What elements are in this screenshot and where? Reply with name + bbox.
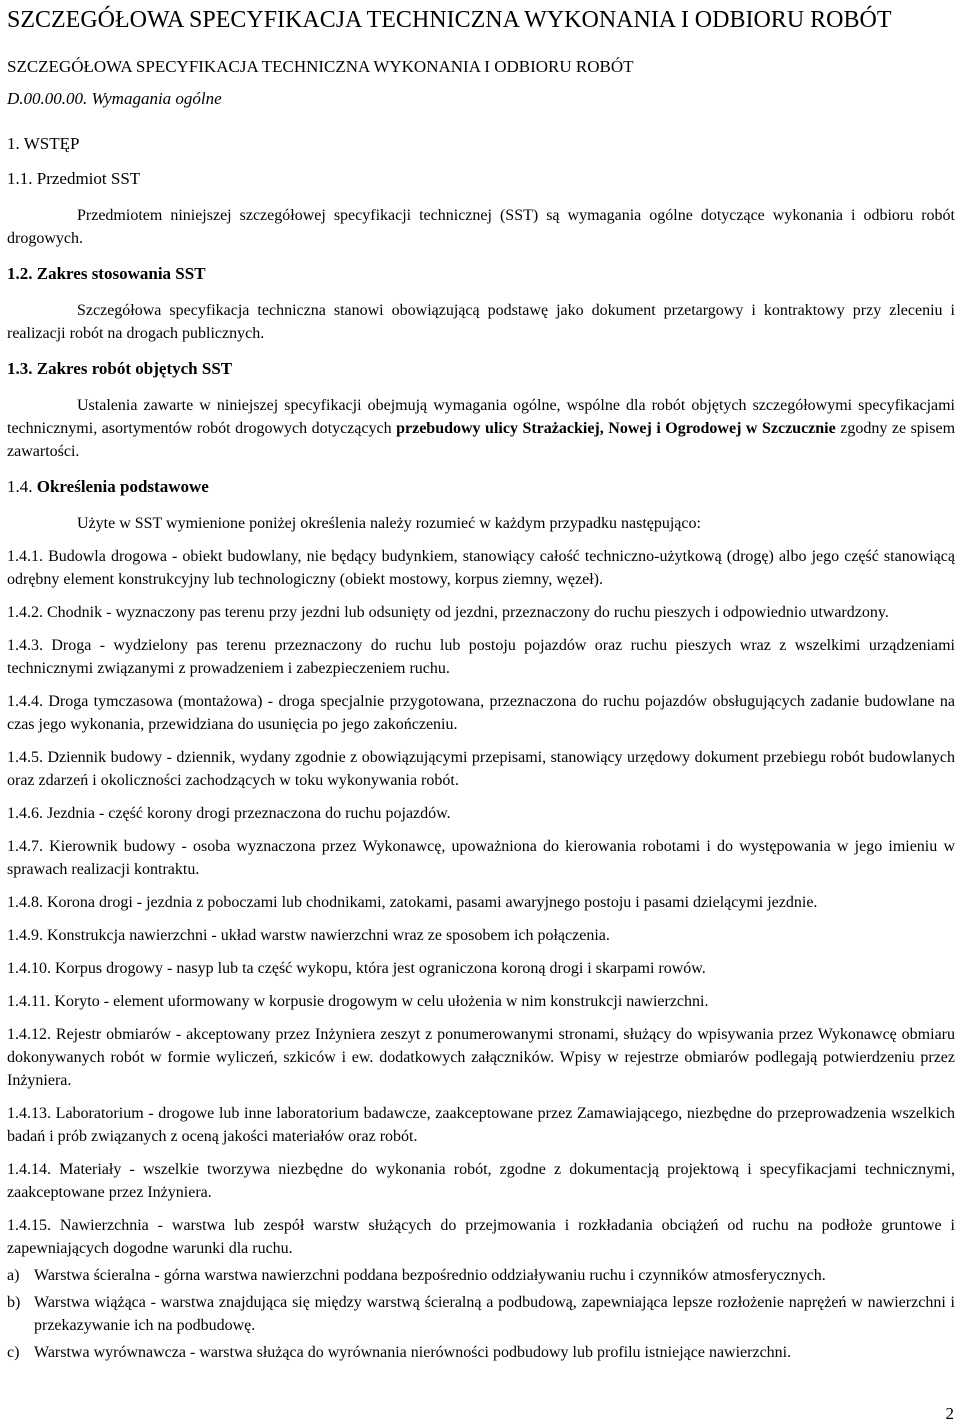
section-1-3-title: Zakres robót objętych SST — [36, 359, 233, 378]
section-1-1-text: Przedmiotem niniejszej szczegółowej specyfikacji technicznej (SST) są wymagania ogólne dotyczące wykonania i odbioru robót drogowych. — [7, 207, 955, 247]
section-1-1-heading: 1.1. Przedmiot SST — [7, 169, 141, 188]
page-number: 2 — [945, 1404, 954, 1423]
definition-1-4-15: 1.4.15. Nawierzchnia - warstwa lub zespół warstw służących do przejmowania i rozkładania obciążeń od ruchu na podłoże gruntowe i zapewniających dogodne warunki dla ruchu. — [7, 1217, 955, 1257]
layer-item-letter: b) — [7, 1294, 21, 1311]
layer-item-b — [7, 1291, 955, 1337]
section-1-4-intro: Użyte w SST wymienione poniżej określenia należy rozumieć w każdym przypadku następująco: — [77, 515, 701, 532]
section-1-4-title: Określenia podstawowe — [36, 477, 209, 496]
definition-1-4-5: 1.4.5. Dziennik budowy - dziennik, wydany zgodnie z obowiązującymi przepisami, stanowiący urzędowy dokument przebiegu robót budowlanych oraz zdarzeń i okoliczności zachodzących w toku wykonywania robót. — [7, 749, 955, 789]
section-1-2-heading: 1.2. Zakres stosowania SST — [7, 264, 206, 283]
definition-1-4-4: 1.4.4. Droga tymczasowa (montażowa) - droga specjalnie przygotowana, przeznaczona do ruchu pojazdów obsługujących zadanie budowlane na czas jego wykonania, przewidziana do usunięcia po jego zakończeniu. — [7, 693, 955, 733]
layer-item-text: Warstwa wiążąca - warstwa znajdująca się między warstwą ścieralną a podbudową, zapewniająca lepsze rozłożenie naprężeń w nawierzchni i przekazywanie ich na podbudowę. — [34, 1294, 955, 1334]
definition-1-4-7: 1.4.7. Kierownik budowy - osoba wyznaczona przez Wykonawcę, upoważniona do kierowania robotami i do występowania w jego imieniu w sprawach realizacji kontraktu. — [7, 838, 955, 878]
definition-1-4-9: 1.4.9. Konstrukcja nawierzchni - układ warstw nawierzchni wraz ze sposobem ich połączenia. — [7, 927, 610, 944]
definition-1-4-14: 1.4.14. Materiały - wszelkie tworzywa niezbędne do wykonania robót, zgodne z dokumentacją projektową i specyfikacjami technicznymi, zaakceptowane przez Inżyniera. — [7, 1161, 955, 1201]
layer-item-letter: c) — [7, 1344, 20, 1361]
layer-item-text: Warstwa wyrównawcza - warstwa służąca do wyrównania nierówności podbudowy lub profilu istniejące nawierzchni. — [34, 1344, 792, 1361]
layer-item-c — [7, 1341, 955, 1364]
definition-1-4-12: 1.4.12. Rejestr obmiarów - akceptowany przez Inżyniera zeszyt z ponumerowanymi stronami, służący do wpisywania przez Wykonawcę obmiaru dokonywanych robót w formie wyliczeń, szkiców i ew. dodatkowych załączników. Wpisy w rejestrze obmiarów podlegają potwierdzeniu przez Inżyniera. — [7, 1026, 955, 1089]
layer-item-letter: a) — [7, 1267, 20, 1284]
definition-1-4-6: 1.4.6. Jezdnia - część korony drogi przeznaczona do ruchu pojazdów. — [7, 805, 451, 822]
document-title: SZCZEGÓŁOWA SPECYFIKACJA TECHNICZNA WYKONANIA I ODBIORU ROBÓT — [7, 7, 892, 33]
section-1-3-text-end: zgodny ze spisem zawartości. — [7, 420, 956, 460]
section-1-3-text — [7, 394, 955, 463]
definition-1-4-3: 1.4.3. Droga - wydzielony pas terenu przeznaczony do ruchu lub postoju pojazdów oraz ruchu pieszych wraz z wszelkimi urządzeniami technicznymi związanymi z prowadzeniem i zabezpieczeniem ruchu. — [7, 637, 955, 677]
section-1-3-text-start: Ustalenia zawarte w niniejszej specyfikacji obejmują wymagania ogólne, wspólne dla robót objętych szczegółowymi specyfikacjami technicznymi, asortymentów robót drogowych dotyczących — [7, 397, 955, 437]
section-1-heading: 1. WSTĘP — [7, 134, 80, 153]
definition-1-4-2: 1.4.2. Chodnik - wyznaczony pas terenu przy jezdni lub odsunięty od jezdni, przeznaczony do ruchu pieszych i odpowiednio utwardzony. — [7, 604, 889, 621]
document-page — [7, 0, 955, 1364]
section-1-3-text-bold: przebudowy ulicy Strażackiej, Nowej i Ogrodowej w Szczucznie — [396, 420, 836, 437]
section-1-2-text: Szczegółowa specyfikacja techniczna stanowi obowiązującą podstawę jako dokument przetargowy i kontraktowy przy zleceniu i realizacji robót na drogach publicznych. — [7, 302, 955, 342]
requirements-title: D.00.00.00. Wymagania ogólne — [7, 89, 222, 108]
layer-item-text: Warstwa ścieralna - górna warstwa nawierzchni poddana bezpośrednio oddziaływaniu ruchu i czynników atmosferycznych. — [34, 1267, 826, 1284]
section-1-3-number: 1.3. — [7, 359, 33, 378]
definition-1-4-1: 1.4.1. Budowla drogowa - obiekt budowlany, nie będący budynkiem, stanowiący całość techniczno-użytkową (drogę) albo jego część stanowiącą odrębny element konstrukcyjny lub technologiczny (obiekt mostowy, korpus ziemny, węzeł). — [7, 548, 955, 588]
section-1-4-heading — [7, 476, 955, 498]
document-subtitle: SZCZEGÓŁOWA SPECYFIKACJA TECHNICZNA WYKONANIA I ODBIORU ROBÓT — [7, 57, 634, 76]
section-1-3-heading — [7, 358, 955, 380]
definition-1-4-13: 1.4.13. Laboratorium - drogowe lub inne laboratorium badawcze, zaakceptowane przez Zamawiającego, niezbędne do przeprowadzenia wszelkich badań i prób związanych z oceną jakości materiałów oraz robót. — [7, 1105, 955, 1145]
section-1-4-number: 1.4. — [7, 477, 33, 496]
definition-1-4-10: 1.4.10. Korpus drogowy - nasyp lub ta część wykopu, która jest ograniczona koroną drogi i skarpami rowów. — [7, 960, 706, 977]
layer-item-a — [7, 1264, 955, 1287]
definition-1-4-11: 1.4.11. Koryto - element uformowany w korpusie drogowym w celu ułożenia w nim konstrukcji nawierzchni. — [7, 993, 709, 1010]
definition-1-4-8: 1.4.8. Korona drogi - jezdnia z poboczami lub chodnikami, zatokami, pasami awaryjnego postoju i pasami dzielącymi jezdnie. — [7, 894, 818, 911]
